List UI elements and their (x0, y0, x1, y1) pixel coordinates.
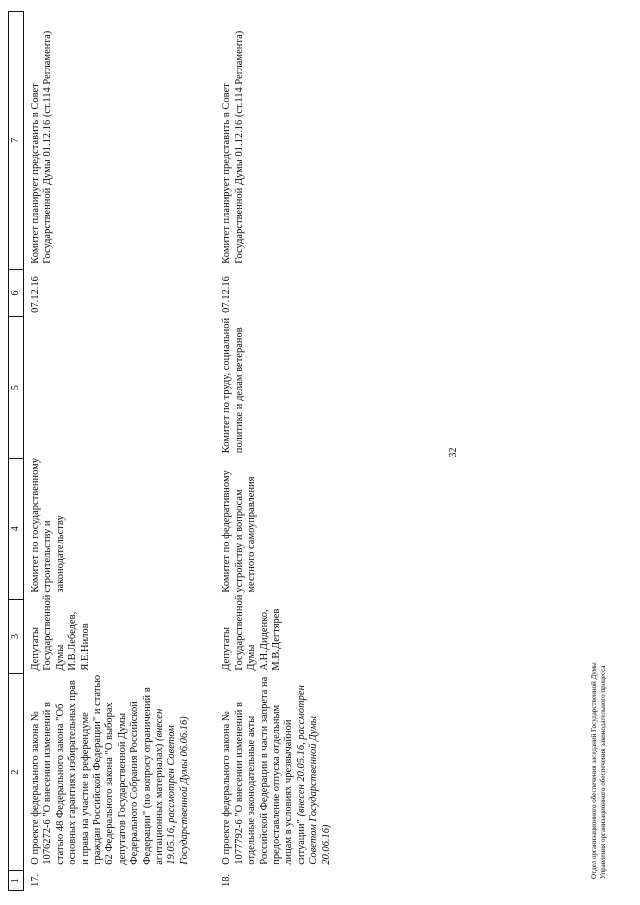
row-number: 18. (221, 873, 233, 887)
footer-line: Управления организационного обеспечения законодательного процесса (599, 665, 607, 879)
authors-cell: Депутаты Государственной Думы А.Н.Диденко, М.В.Дегтярев (221, 594, 282, 671)
bill-note: (внесен 20.05.16, рассмотрен Советом Государственной Думы 20.06.16) (295, 685, 332, 865)
column-header: 2 (9, 673, 23, 870)
bill-title: О проекте федерального закона № 1076272-6 "О внесении изменений в статью 48 Федерального закона "Об основных гарантиях избирательных прав и права на участие в референдуме граждан Российской Федерации" и статью 62 Федерального закона "О выборах депутатов Государственной Думы Федерального Собрания Российской Федерации" (по вопросу ограничений в агитационных материалах) (30, 674, 166, 865)
bill-cell (30, 671, 191, 865)
column-header: 1 (9, 870, 23, 890)
page-number: 32 (448, 447, 459, 458)
column-header: 6 (9, 269, 23, 317)
authors-cell: Депутаты Государственной Думы И.В.Лебедев, Я.Е.Нилов (30, 594, 91, 671)
committee-cell: Комитет по государственному строительству и законодательству (30, 457, 66, 593)
plan-cell: Комитет планирует представить в Совет Государственной Думы 01.12.16 (ст.114 Регламента) (30, 30, 54, 264)
column-header: 3 (9, 599, 23, 673)
bills-table (8, 11, 333, 891)
bill-note: (внесен 19.05.16, рассмотрен Советом Государственной Думы 06.06.16) (154, 708, 190, 865)
table-row (30, 11, 191, 891)
column-header: 7 (10, 137, 21, 143)
column-header: 4 (9, 458, 23, 599)
table-header (8, 11, 24, 891)
co-committee-cell: Комитет по труду, социальной политике и делам ветеранов (221, 317, 245, 454)
date-cell: 07.12.16 (30, 276, 41, 313)
committee-cell: Комитет по федеративному устройству и вопросам местного самоуправления (221, 470, 258, 593)
row-number: 17. (30, 873, 41, 887)
footer (590, 662, 608, 879)
bill-cell (221, 671, 333, 865)
table-row (221, 11, 333, 891)
co-committee-cell (30, 313, 191, 453)
bill-title: О проекте федерального закона № 1077792-6 "О внесении изменений в отдельные законодательные акты Российской Федерации в части запрета на предоставление отпуска отдельным лицам в условиях чрезвычайной ситуации" (221, 676, 307, 865)
date-cell: 07.12.16 (221, 276, 233, 313)
column-header: 5 (9, 316, 23, 458)
footer-line: Отдел организационного обеспечения заседаний Государственной Думы (590, 662, 598, 879)
plan-cell: Комитет планирует представить в Совет Государственной Думы 01.12.16 (ст.114 Регламента) (221, 30, 245, 264)
